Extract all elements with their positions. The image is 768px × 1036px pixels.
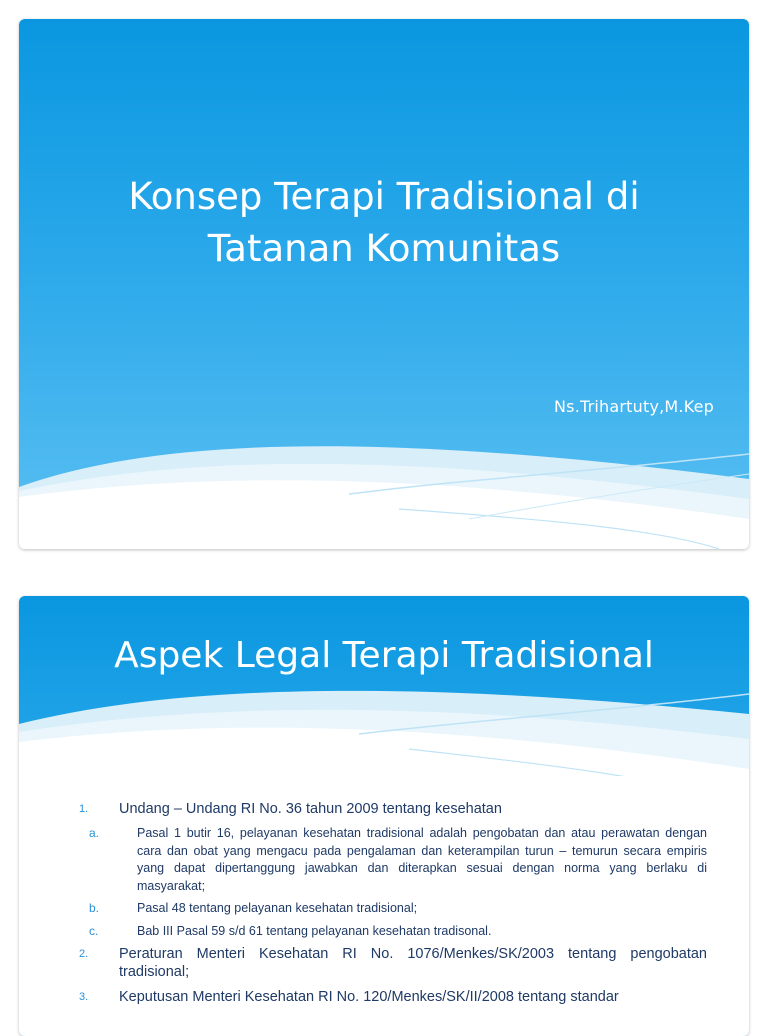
list-item-text: Keputusan Menteri Kesehatan RI No. 120/Menkes/SK/II/2008 tentang standar [119,989,619,1005]
list-item [67,800,707,818]
list-item [67,988,707,1006]
sub-list-letter: c. [89,923,99,938]
list-item-text: Peraturan Menteri Kesehatan RI No. 1076/Menkes/SK/2003 tentang pengobatan tradisional; [119,946,707,980]
sub-list-letter: b. [89,901,100,915]
list-item [67,945,707,981]
sub-list-text: Bab III Pasal 59 s/d 61 tentang pelayanan kesehatan tradisonal. [137,923,492,938]
sub-list-item [67,825,707,895]
sub-list-item [67,923,707,941]
wave-decoration [19,439,749,549]
content-slide [19,596,749,1036]
slide-title: Aspek Legal Terapi Tradisional [114,635,654,676]
list-number: 1. [79,803,89,815]
sub-list-letter: a. [89,826,100,840]
list-number: 2. [79,948,89,960]
title-line-2: Tatanan Komunitas [207,227,561,270]
presentation-title [59,171,709,275]
author-name: Ns.Trihartuty,M.Kep [554,397,714,416]
sub-list-text: Pasal 48 tentang pelayanan kesehatan tradisional; [137,901,418,915]
legal-aspects-list [67,800,707,1013]
sub-list-item [67,900,707,918]
sub-list-text: Pasal 1 butir 16, pelayanan kesehatan tradisional adalah pengobatan dan atau perawatan dengan cara dan obat yang mengacu pada pengalaman dan keterampilan turun – temurun secara empiris yang dapat dipertanggung jawabkan dan diterapkan sesuai dengan norma yang berlaku di masyarakat; [137,826,707,893]
list-item-text: Undang – Undang RI No. 36 tahun 2009 tentang kesehatan [119,801,502,817]
title-line-1: Konsep Terapi Tradisional di [128,175,640,218]
list-number: 3. [79,991,89,1003]
title-slide [19,19,749,549]
